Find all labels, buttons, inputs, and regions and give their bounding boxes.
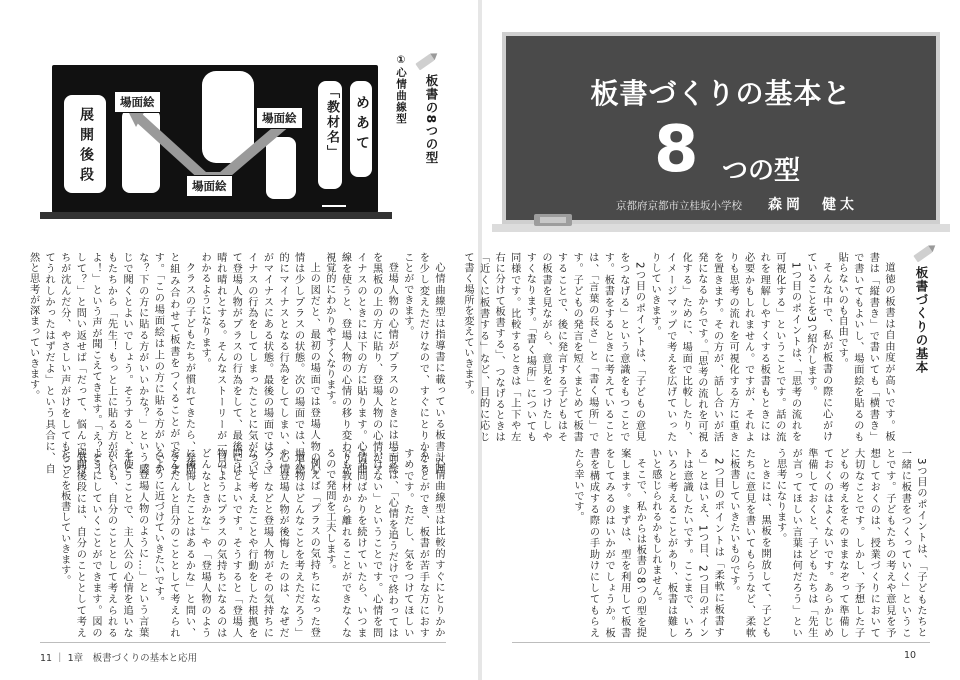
development-label: 展開後段 (78, 107, 94, 187)
footer-rule (512, 642, 930, 643)
paragraph: そんな中で、私が板書の際に心がけていることを3つ紹介します。 (805, 252, 832, 442)
blackboard-ledge (40, 212, 392, 219)
paragraph: 3つ目のポイントは、「子どもたちと一緒に板書をつくっていく」ということです。子どもたちの考えや意見を予想しておくのは、授業づくりにおいて大切なことです。しかし、予想した子どもの考えをそのままなぞって準備しておくのはよくないです。あらかじめ準備しておくと、子どもたちは「先生が言ってほしい言葉は何だろう」という思考になります。 (774, 448, 926, 638)
paragraph: そこで、私からは板書の8つの型を提案します。まずは、型を利用して板書をしてみるのはいかがでしょうか。板書を構成する際の手助けにしてもらえたら幸いです。 (571, 448, 646, 638)
article-title: 板書づくりの基本と (590, 77, 852, 110)
paragraph: 「登場人物のように…」という言葉を使うことで、主人公の心情を追いながらも、自分のこととして考えられるようにしていくことができます。図の展開後段には、自分のこととして考えたことを板書していきます。 (58, 448, 148, 638)
scene-picture-label-bottom: 場面絵 (186, 175, 233, 197)
author-name: 森岡 健太 (768, 197, 858, 213)
author-affiliation: 京都府京都市立桂坂小学校 (616, 200, 742, 212)
body-text-upper-right (461, 252, 896, 442)
aim-label: めあて (354, 95, 370, 155)
eraser-icon (534, 214, 572, 226)
paragraph: 登場人物の心情がプラスのときには場面絵を黒板の上の方に貼り、登場人物の心情がマイナスのときには下の方に貼ります。心情曲線を使うと、登場人物の心情の移り変わりが視覚的にわかりやすくなります。 (323, 252, 398, 474)
section-heading-left (392, 52, 442, 252)
paragraph: 2つ目のポイントは「柔軟に板書する」とはいえ、1つ目、2つ目のポイントは意識したいです。ここまで、いろいろと考えることがあり、板書は難しいと感じられるかもしれません。 (649, 448, 724, 638)
title-number: 8 (654, 113, 699, 187)
paragraph: 1つ目のポイントは、「思考の流れを可視化する」ということです。話の流れを理解しやすくする板書もときには必要かもしれません。ですが、それよりも思考の流れを可視化する方に重きを置きます。その方が、話し合いが活発になるからです。「思考の流れを可視化する」ために、場面で比較したり、イメージマップで考えを広げていったりしていきます。 (649, 252, 801, 442)
body-text-upper-left (27, 252, 446, 474)
body-text-lower-right (522, 448, 928, 638)
material-name-label: 「教材名」 (324, 85, 339, 160)
paragraph: 上の図だと、最初の場面では登場人物の心情は少しプラスの状態。次の場面では、道徳的にマイナスとなる行為をしてしまい、心情がマイナスにある状態。最後の場面では、マイナスの行為をしてしまったことに気がついて登場人物がプラスの行為をして、最後には晴れ晴れとする。そんなストーリーが一目でわかるようになります。 (199, 252, 320, 474)
left-page (0, 0, 478, 680)
pencil-icon (415, 54, 434, 71)
paragraph: クラスの子どもたちが慣れてきたら、発問と組み合わせて板書をつくることができます。「この場面絵は上の方に貼る方がいいかな？下の方に貼る方がいいかな？」という感じで聞くとよいでしょう。そうすると、子どもたちから「先生！もっと上に貼る方がいいよ！」という声が聞こえてきます。「え？どうして？」と問い返せば「だって、悩んで気持ちが沈んだ分、やさしい声がけをしてもらってうれしかったはずだよ」という具合に、自然と思考が深まっていきます。 (27, 252, 195, 474)
paragraph: 例えば「プラスの気持ちになった登場人物はどんなことを考えただろう」や「登場人物が後悔したのは、なぜだろう」などと登場人物がその気持ちになって考えたことや行動をした根拠を問うとよいです。そうすると「登場人物のようにプラスの気持ちになるのはどんなときかな」や「登場人物のように後悔したことはあるかな」と問い、だんだんと自分のこととして考えられるように近づけていきたいです。 (152, 448, 320, 638)
pencil-icon (913, 246, 932, 263)
paragraph: 心情曲線型は比較的すぐにとりかかることができ、板書が苦手な方におすすめです。ただし、気をつけてほしいことは、「心情を追うだけで終わってはいけない」ということです。心情を問う発問ばかりを続けていたら、いつまでも教材から離れることができなくなるので発問を工夫します。 (323, 448, 444, 638)
page-footer-left: 11 ｜ 1章 板書づくりの基本と応用 (40, 653, 198, 664)
subsection-title: ①心情曲線型 (395, 54, 407, 125)
scene-picture-label-right: 場面絵 (256, 107, 303, 129)
paragraph: 道徳の板書は自由度が高いです。板書は「縦書き」で書いても「横書き」で書いてもよいし、場面絵を貼るのも貼らないのも自由です。 (836, 252, 894, 442)
blackboard-diagram (52, 65, 378, 213)
paragraph: 心情曲線型は指導書に載っている板書計画を少し変えただけなので、すぐにとりかかることができます。 (401, 252, 444, 474)
body-text-lower-left (40, 448, 446, 638)
title-blackboard (502, 32, 940, 224)
footer-rule (40, 642, 446, 643)
scene-picture-label-top-left: 場面絵 (114, 91, 161, 113)
right-page (461, 0, 960, 680)
paragraph: 2つ目のポイントは、「子どもの意見をつなげる」という意識をもつことです。板書をするときに考えていることは、「言葉の長さ」と「書く場所」です。子どもの発言を短くまとめて板書することで、後に発言する子どもはその板書を見ながら、意見をつけたしやすくなります。「書く場所」についても同様です。比較するときは「上下や左右に分けて板書する」、つなげるときは「近くに板書する」など、目的に応じて書く場所を変えていきます。 (461, 252, 645, 442)
board-marks (322, 205, 346, 207)
section-title: 板書の8つの型 (424, 74, 439, 165)
paragraph: ときには、黒板を開放して、子どもたちに意見を書いてもらうなど、柔軟に板書していきたいものです。 (727, 448, 771, 638)
section-title: 板書づくりの基本 (914, 266, 929, 374)
page-footer-right: 10 (904, 650, 917, 661)
title-suffix: つの型 (722, 156, 801, 186)
